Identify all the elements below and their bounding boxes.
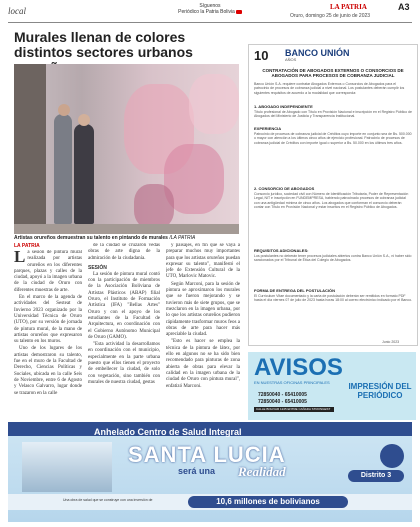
avisos-phone: 72850040 - 65410005	[258, 392, 307, 398]
building-image	[22, 442, 112, 492]
anniversary-logo: 10	[254, 48, 269, 63]
banner-title: SANTA LUCIA	[128, 442, 286, 467]
paragraph: Uno de los lugares de los artistas demostraron su talento, fue en el muro de la Facultad de Derecho, Ciencias Políticas y Sociales, ubicada en la calle Seis de Noviembre, entre 6 de Agosto y Velasco Galvarro, lugar donde se trazaron en la calle	[14, 346, 82, 396]
ad-text: El Currículum Vitae documentado y la carta de postulación deberán ser remitidos en formato PDF hasta el día viernes 07 de julio de 2023 hasta horas 18:00 al correo electrónico indicado por el Banco.	[254, 294, 412, 303]
investment-amount: 10,6 millones de bolivianos	[188, 496, 348, 508]
banner-note: Una obra de salud que se construye con una inversión de	[63, 498, 153, 502]
photo-caption	[14, 235, 239, 241]
avisos-logo: AVISOS	[254, 354, 343, 381]
ad-heading: REQUISITOS ADICIONALES:	[254, 248, 309, 253]
paragraph: Según Marconi, para la sesión de pintura se aproximaron los murales que se fueron mejorando y se tuvieron más de siete grupos, que se mezclaron en la imagen urbana, por lo que los artistas orureños pudieron rápidamente trasformar muros feos a obras de arte para hacer más apreciable la ciudad.	[166, 281, 240, 338]
article-headline: Murales llenan de colores distintos sectores urbanos	[14, 29, 193, 60]
ad-date: Junio 2023	[382, 340, 400, 344]
ad-heading: 1. ABOGADO INDEPENDIENTE	[254, 104, 313, 109]
photo-caption-text: Artistas orureños demuestran su talento en pintando de murales	[14, 235, 168, 241]
photo-credit: /LA PATRIA	[169, 235, 196, 241]
paragraph: La sesión de pintura mural contó con la participación de miembros de la Asociación Boliviana de Artistas Plásticos (ABAP) filial Oruro, el Instituto de Formación Artística (IFA) "Bellas Artes" Oruro y con el apoyo de los estudiantes de la Facultad de Arquitectura, en coordinación con el Gobierno Autónomo Municipal de Oruro (GAMO).	[88, 271, 160, 340]
social-follow	[165, 3, 255, 15]
ad-heading: 2. CONSORCIO DE ABOGADOS	[254, 186, 315, 191]
ad-text: Patrocinio de procesos de cobranza judicial de Créditos cuyo importe en conjunto sea de Bs. 500.000 o mayor con atención a los últimos cinco años de ejercicio profesional. Patrocinio de procesos de cobranza judicial de Créditos con importe igual o superior a Bs. 50.000 en los últimos tres años.	[254, 132, 412, 145]
article-column-1	[14, 250, 82, 420]
paragraph: y paisajes, en fin que se vaya a preparar muchos muy importantes para que los artistas orureños puedan expresar su talento", manifestó el jefe de Extensión Cultural de la UTO, Marlovic Matovic.	[166, 243, 240, 280]
bank-logo-name: BANCO UNIÓN	[285, 48, 350, 58]
avisos-phone: 72850040 - 65410005	[258, 399, 307, 405]
ad-text: Consorcio jurídico, sociedad civil con Número de Identificación Tributaria, Poder de Representación Legal, NIT e inscripción en FUNDEMPRESA, habiendo patrocinado procesos de cobranza judicial con una antigüedad mínima de cinco años. Los abogados que conforman el consorcio deberán contar con Título en Provisión Nacional y estar inscritos en el Registro Público de Abogados.	[254, 192, 409, 209]
article-photo	[14, 64, 239, 234]
ad-text: Título profesional de Abogado con Título en Provisión Nacional e inscripción en el Registro Público de Abogados del Ministerio de Justicia y Transparencia Institucional.	[254, 110, 412, 119]
paragraph: de la ciudad se cruzaron vedas obras de arte digna de la admiración de la ciudadanía.	[88, 243, 160, 261]
page-number: A3	[398, 2, 410, 12]
ad-text: Los postulantes no deberán tener procesos judiciales abiertos contra Banco Unión S.A., ni haber sido sancionados por el Tribunal de Ética del Colegio de Abogados.	[254, 254, 412, 263]
newspaper-logo: LA PATRIA	[330, 3, 367, 11]
municipal-banner	[8, 422, 412, 522]
banner-subtitle: será una	[178, 466, 216, 476]
avisos-subtitle: EN NUESTRAS OFICINAS PRINCIPALES	[254, 380, 330, 385]
youtube-icon	[236, 10, 242, 14]
bank-logo-sub: AÑOS	[285, 57, 297, 62]
section-label: local	[8, 6, 26, 16]
avisos-address: CALLE BOLIVAR 1245 ENTRE CAÑADA STRONGEST	[256, 407, 331, 411]
ad-heading: EXPERIENCIA	[254, 126, 282, 131]
issue-date: Oruro, domingo 25 de junio de 2023	[290, 13, 371, 19]
banner-lead: Anhelado Centro de Salud Integral	[94, 427, 242, 437]
banner-script: Realidad	[238, 464, 286, 479]
ad-heading: FORMA DE ENTREGA DEL POSTULACIÓN	[254, 288, 335, 293]
article-byline: LA PATRIA	[14, 243, 40, 249]
social-follow-label: Síguenos	[199, 3, 221, 9]
avisos-tagline: IMPRESIÓN DEL PERIÓDICO	[348, 382, 412, 400]
article-column-2	[88, 243, 160, 420]
district-badge: Distrito 3	[348, 470, 404, 482]
municipal-seal-icon	[380, 444, 404, 468]
bank-logo	[285, 49, 350, 62]
ad-title: CONTRATACIÓN DE ABOGADOS EXTERNOS O CONSORCIOS DE ABOGADOS PARA PROCESOS DE COBRANZA JUDICIAL	[262, 68, 404, 78]
avisos-ad	[248, 352, 416, 420]
header-divider	[8, 22, 412, 23]
drop-cap: L	[14, 250, 26, 266]
paragraph: "Esto es hacer se emplea la técnica de la pintura de látex, por ello en algunos no se ha sido bien recomendado para pinturas de zona abierta de obras para elevar la calidad en la imagen urbana de la ciudad de Oruro con pintura mural", enfatizó Marconi.	[166, 339, 240, 389]
ad-intro: Banco Unión S.A. requiere contratar Abogados Externos o Consorcios de Abogados para el patrocinio de procesos de cobranza judicial a nivel nacional. Los postulantes deberán cumplir los siguientes requisitos de acuerdo a la modalidad que corresponda:	[254, 82, 405, 95]
article-column-3	[166, 243, 240, 420]
paragraph: En el marco de la agenda de actividades del Sesteat de Invierno 2023 organizado por la Universidad Técnica de Oruro (UTO), por su versión de jornada de pintura mural, de la mano de artistas orureños que expresaron su talento en los muros.	[14, 295, 82, 345]
social-follow-page: Periódico la Patria Bolivia	[178, 9, 235, 15]
paragraph: a sesión de pintura mural realizada por artistas orureños en los diferentes parques, plazas y calles de la ciudad, apoyó a la imagen urbana de la ciudad de Oruro con diferentes muestras de arte.	[14, 250, 82, 293]
paragraph: "Esta actividad la desarrollamos en coordinación con el municipio, especialmente en la parte urbana puesto que ellos tienen el proyecto de embellecer la ciudad, de solo con vegetación, sino también con murales de nuestra ciudad, gestas	[88, 342, 160, 385]
subhead: SESIÓN	[88, 264, 107, 271]
